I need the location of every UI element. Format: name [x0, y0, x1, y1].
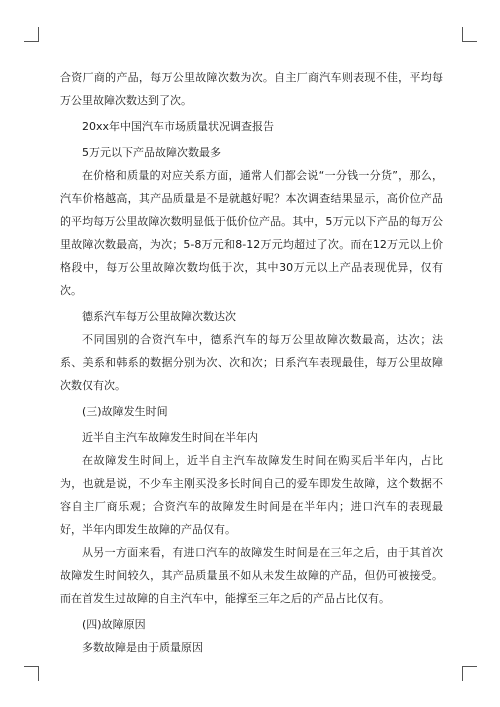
body-paragraph: 从另一方面来看，有进口汽车的故障发生时间是在三年之后，由于其首次故障发生时间较久，其产品质量虽不如从未发生故障的产品，但仍可被接受。而在首发生过故障的自主汽车中，能撑至三年之后的产品占比仅有。	[60, 546, 443, 605]
body-paragraph: 合资厂商的产品，每万公里故障次数为次。自主厂商汽车则表现不佳，平均每万公里故障次数达到了次。	[60, 71, 443, 107]
crop-mark-bottom-left	[24, 666, 39, 681]
section-heading: 近半自主汽车故障发生时间在半年内	[82, 431, 258, 444]
body-paragraph: 在故障发生时间上，近半自主汽车故障发生时间在购买后半年内，占比为，也就是说，不少车主刚买没多长时间自己的爱车即发生故障，这个数据不容自主厂商乐观；合资汽车的故障发生时间是在半年内；进口汽车的表现最好，半年内即发生故障的产品仅有。	[60, 454, 443, 536]
subsection-heading: (三)故障发生时间	[82, 405, 168, 418]
section-heading: 5万元以下产品故障次数最多	[82, 146, 221, 159]
report-title: 20xx年中国汽车市场质量状况调查报告	[82, 120, 275, 133]
document-body	[60, 66, 443, 659]
body-paragraph: 不同国别的合资汽车中，德系汽车的每万公里故障次数最高，达次；法系、美系和韩系的数据分别为次、次和次；日系汽车表现最佳，每万公里故障次数仅有次。	[60, 333, 443, 392]
crop-mark-top-left	[24, 27, 39, 42]
section-heading: 德系汽车每万公里故障次数达次	[82, 310, 236, 323]
section-heading: 多数故障是由于质量原因	[82, 641, 203, 654]
crop-mark-top-right	[462, 27, 477, 42]
crop-mark-bottom-right	[462, 666, 477, 681]
body-paragraph: 在价格和质量的对应关系方面，通常人们都会说“一分钱一分货”，那么，汽车价格越高，其产品质量是不是就越好呢？本次调查结果显示，高价位产品的平均每万公里故障次数明显低于低价位产品。其中，5万元以下产品的每万公里故障次数最高，为次；5-8万元和8-12万元均超过了次。而在12万元以上价格段中，每万公里故障次数均低于次，其中30万元以上产品表现优异，仅有次。	[60, 169, 443, 297]
subsection-heading: (四)故障原因	[82, 618, 146, 631]
